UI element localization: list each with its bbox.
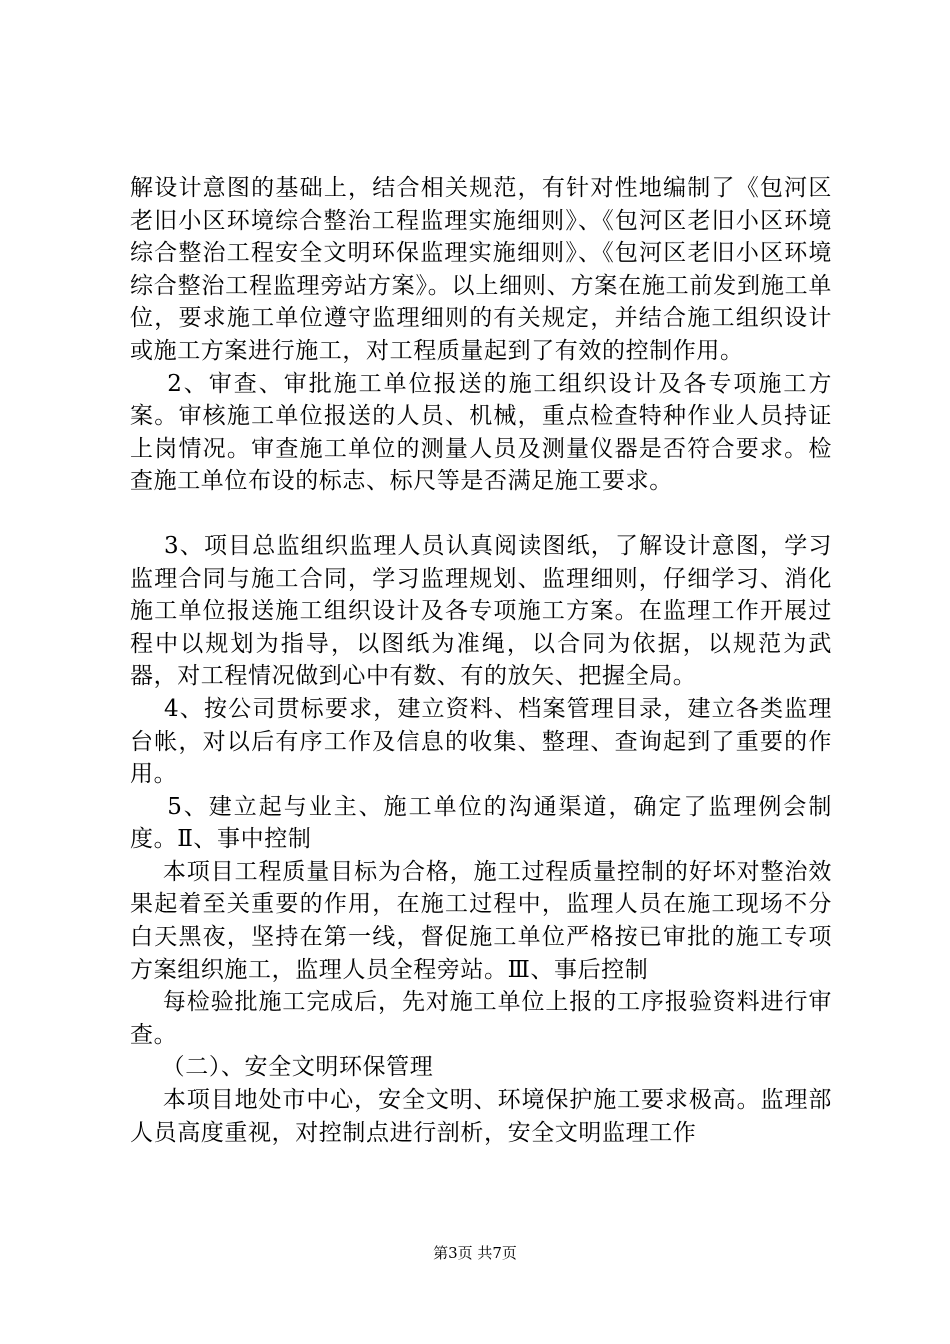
paragraph-5: 5、建立起与业主、施工单位的沟通渠道，确定了监理例会制度。Ⅱ、事中控制 <box>130 793 832 853</box>
paragraph-8: 本项目地处市中心，安全文明、环境保护施工要求极高。监理部人员高度重视，对控制点进行剖析，安全文明监理工作 <box>130 1087 832 1146</box>
paragraph-spacer <box>130 498 832 530</box>
paragraph-7: 每检验批施工完成后，先对施工单位上报的工序报验资料进行审查。 <box>130 989 832 1048</box>
section-heading: （二）、安全文明环保管理 <box>130 1054 434 1081</box>
paragraph-2: 2、审查、审批施工单位报送的施工组织设计及各专项施工方案。审核施工单位报送的人员、机械，重点检查特种作业人员持证上岗情况。审查施工单位的测量人员及测量仪器是否符合要求。检查施工单位布设的标志、标尺等是否满足施工要求。 <box>130 370 832 495</box>
paragraph-1: 解设计意图的基础上，结合相关规范，有针对性地编制了《包河区老旧小区环境综合整治工程监理实施细则》、《包河区老旧小区环境综合整治工程安全文明环保监理实施细则》、《包河区老旧小区环境综合整治工程监理旁站方案》。以上细则、方案在施工前发到施工单位，要求施工单位遵守监理细则的有关规定，并结合施工组织设计或施工方案进行施工，对工程质量起到了有效的控制作用。 <box>130 175 832 364</box>
paragraph-6: 本项目工程质量目标为合格，施工过程质量控制的好坏对整治效果起着至关重要的作用，在施工过程中，监理人员在施工现场不分白天黑夜，坚持在第一线，督促施工单位严格按已审批的施工专项方案组织施工，监理人员全程旁站。Ⅲ、事后控制 <box>130 858 832 983</box>
document-body <box>130 172 832 1149</box>
page-number-footer: 第3页 共7页 <box>433 1244 517 1262</box>
paragraph-4: 4、按公司贯标要求，建立资料、档案管理目录，建立各类监理台帐，对以后有序工作及信息的收集、整理、查询起到了重要的作用。 <box>130 695 832 788</box>
paragraph-3: 3、项目总监组织监理人员认真阅读图纸，了解设计意图，学习监理合同与施工合同，学习监理规划、监理细则，仔细学习、消化施工单位报送施工组织设计及各专项施工方案。在监理工作开展过程中以规划为指导，以图纸为准绳，以合同为依据，以规范为武器，对工程情况做到心中有数、有的放矢、把握全局。 <box>130 532 832 690</box>
